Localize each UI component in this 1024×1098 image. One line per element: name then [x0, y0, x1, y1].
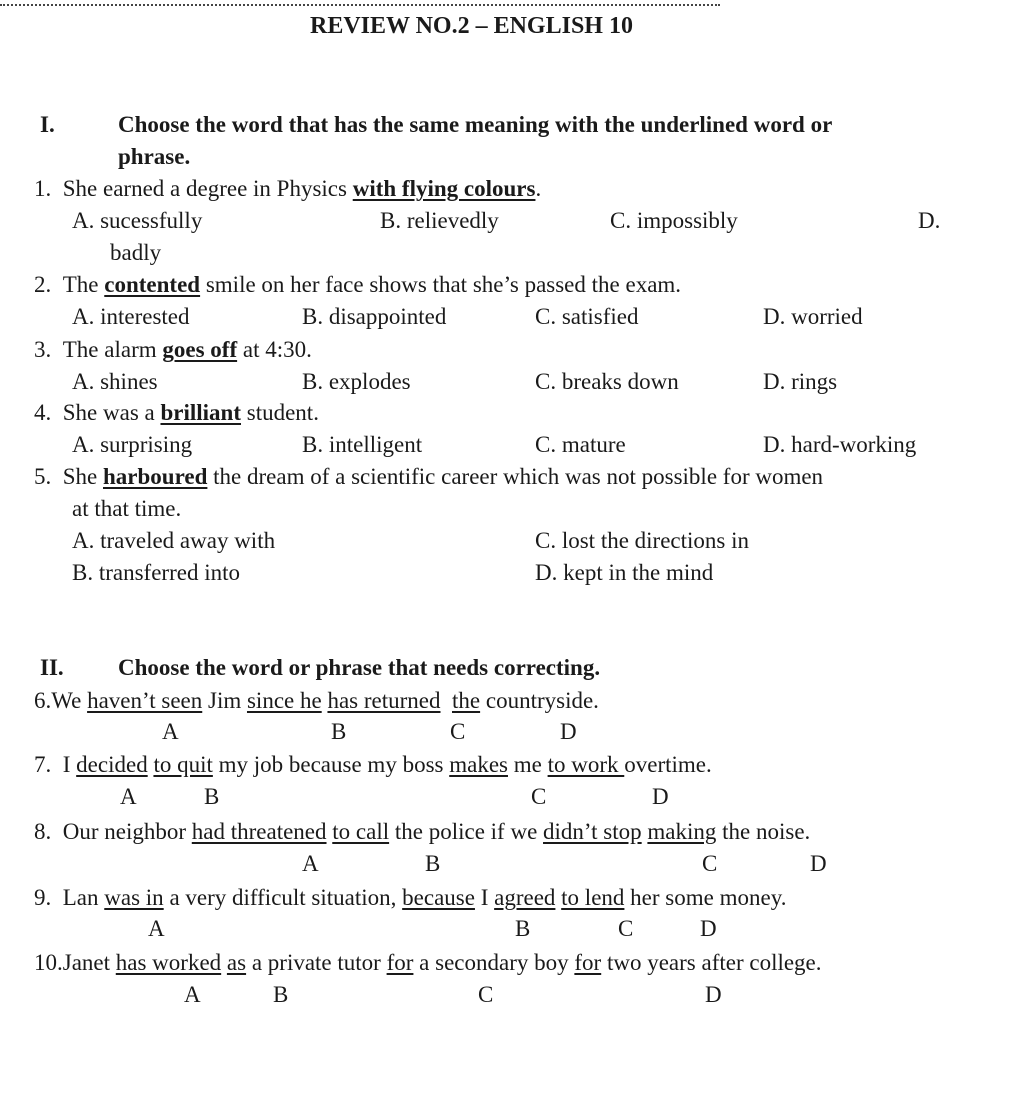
q8-text-1: Our neighbor: [62, 819, 192, 844]
q10-text-3: a private tutor: [246, 950, 387, 975]
q2-number: 2.: [34, 272, 52, 297]
q6-label-c: C: [450, 719, 466, 744]
q6-text-4: [441, 688, 453, 713]
q8-underline-d: making: [647, 819, 717, 844]
q7-text-4: me: [507, 752, 548, 777]
q7-label-b: B: [204, 784, 220, 809]
q9-underline-c: agreed: [494, 885, 556, 910]
q9-text-3: I: [474, 885, 495, 910]
q8-underline-a: had threatened: [191, 819, 327, 844]
section1-heading-line2: phrase.: [118, 144, 191, 169]
q3-option-d: D. rings: [763, 369, 838, 394]
q10-text-1: Janet: [62, 950, 116, 975]
q9-label-a: A: [148, 916, 165, 941]
q8-label-a: A: [302, 851, 319, 876]
q1-option-b: B. relievedly: [380, 208, 499, 233]
q10-underline-c: for: [386, 950, 414, 975]
q8-label-d: D: [810, 851, 827, 876]
q5-option-a: A. traveled away with: [72, 528, 276, 553]
q4-text-pre: She was a: [62, 400, 161, 425]
q7-number: 7.: [34, 752, 52, 777]
section2-numeral: II.: [40, 655, 64, 680]
q3-stem: [34, 338, 312, 361]
q2-option-d: D. worried: [763, 304, 863, 329]
q10-number: 10.: [34, 950, 63, 975]
section1-numeral: I.: [40, 112, 55, 137]
section2-heading: Choose the word or phrase that needs correcting.: [118, 655, 601, 680]
q10-text-4: a secondary boy: [413, 950, 575, 975]
q2-text-pre: The: [62, 272, 105, 297]
q6-underline-d: the: [452, 688, 481, 713]
q2-stem: [34, 273, 681, 296]
q8-text-5: the noise.: [716, 819, 811, 844]
q5-text-pre: She: [62, 464, 103, 489]
q8-label-b: B: [425, 851, 441, 876]
q2-option-c: C. satisfied: [535, 304, 639, 329]
q5-number: 5.: [34, 464, 52, 489]
q6-underline-c: has returned: [327, 688, 441, 713]
q10-label-a: A: [184, 982, 201, 1007]
q6-text-2: Jim: [202, 688, 247, 713]
q6-text-5: countryside.: [480, 688, 599, 713]
q10-label-c: C: [478, 982, 494, 1007]
q7-text-1: I: [62, 752, 77, 777]
q3-option-c: C. breaks down: [535, 369, 679, 394]
q8-label-c: C: [702, 851, 718, 876]
q8-number: 8.: [34, 819, 52, 844]
q8-underline-b: to call: [332, 819, 390, 844]
q7-label-c: C: [531, 784, 547, 809]
q8-underline-c: didn’t stop: [543, 819, 642, 844]
q4-stem: [34, 401, 319, 424]
q2-option-a: A. interested: [72, 304, 190, 329]
q10-underline-b: as: [226, 950, 247, 975]
q6-underline-a: haven’t seen: [87, 688, 203, 713]
q1-option-a: A. sucessfully: [72, 208, 203, 233]
q7-sentence: [34, 753, 712, 776]
q1-text-pre: She earned a degree in Physics: [62, 176, 353, 201]
q7-text-3: my job because my boss: [212, 752, 450, 777]
q5-option-b: B. transferred into: [72, 560, 240, 585]
q7-text-5: overtime.: [624, 752, 712, 777]
q7-underline-b: to quit: [153, 752, 213, 777]
q10-label-b: B: [273, 982, 289, 1007]
q4-option-d: D. hard-working: [763, 432, 917, 457]
q1-text-post: .: [535, 176, 542, 201]
q9-text-2: a very difficult situation,: [163, 885, 403, 910]
q9-label-c: C: [618, 916, 634, 941]
q4-option-c: C. mature: [535, 432, 626, 457]
q2-underlined: contented: [104, 272, 201, 297]
q5-stem-line2: at that time.: [72, 496, 182, 521]
q9-sentence: [34, 886, 786, 909]
q5-option-c: C. lost the directions in: [535, 528, 750, 553]
q6-number: 6.: [34, 688, 52, 713]
q4-text-post: student.: [241, 400, 319, 425]
q6-underline-b: since he: [246, 688, 322, 713]
q6-label-d: D: [560, 719, 577, 744]
name-class-dotted-line: [0, 0, 720, 6]
q5-option-d: D. kept in the mind: [535, 560, 714, 585]
q3-underlined: goes off: [162, 337, 238, 362]
q10-label-d: D: [705, 982, 722, 1007]
q8-text-3: the police if we: [389, 819, 544, 844]
q10-underline-d: for: [574, 950, 602, 975]
q6-label-a: A: [162, 719, 179, 744]
q7-label-a: A: [120, 784, 137, 809]
q7-underline-c: makes: [449, 752, 508, 777]
q10-underline-a: has worked: [115, 950, 222, 975]
q1-option-c: C. impossibly: [610, 208, 738, 233]
q1-option-d: D.: [918, 208, 941, 233]
q2-text-post: smile on her face shows that she’s passed the exam.: [200, 272, 682, 297]
q9-label-b: B: [515, 916, 531, 941]
q9-underline-d: to lend: [561, 885, 625, 910]
q3-text-post: at 4:30.: [237, 337, 312, 362]
q4-underlined: brilliant: [160, 400, 241, 425]
page-title: REVIEW NO.2 – ENGLISH 10: [310, 13, 633, 39]
q7-label-d: D: [652, 784, 669, 809]
q7-underline-d: to work: [547, 752, 625, 777]
q4-option-a: A. surprising: [72, 432, 193, 457]
q9-number: 9.: [34, 885, 52, 910]
q9-text-5: her some money.: [624, 885, 787, 910]
q5-stem: [34, 465, 823, 488]
q9-underline-b: because: [402, 885, 475, 910]
q10-sentence: [34, 951, 822, 974]
q6-label-b: B: [331, 719, 347, 744]
q7-underline-a: decided: [76, 752, 148, 777]
q9-label-d: D: [700, 916, 717, 941]
q1-stem: [34, 177, 541, 200]
q10-text-5: two years after college.: [601, 950, 822, 975]
q6-sentence: [34, 689, 599, 712]
q1-underlined: with flying colours: [352, 176, 536, 201]
q1-option-d-continued: badly: [110, 240, 162, 265]
q3-number: 3.: [34, 337, 52, 362]
q4-number: 4.: [34, 400, 52, 425]
q1-number: 1.: [34, 176, 52, 201]
q8-sentence: [34, 820, 810, 843]
q3-option-b: B. explodes: [302, 369, 411, 394]
q4-option-b: B. intelligent: [302, 432, 423, 457]
q3-option-a: A. shines: [72, 369, 158, 394]
q5-text-post: the dream of a scientific career which was not possible for women: [207, 464, 824, 489]
q9-underline-a: was in: [104, 885, 164, 910]
q9-text-1: Lan: [62, 885, 105, 910]
q6-text-1: We: [51, 688, 88, 713]
section1-heading-line1: Choose the word that has the same meaning with the underlined word or: [118, 112, 833, 137]
q2-option-b: B. disappointed: [302, 304, 447, 329]
q3-text-pre: The alarm: [62, 337, 163, 362]
q5-underlined: harboured: [103, 464, 208, 489]
